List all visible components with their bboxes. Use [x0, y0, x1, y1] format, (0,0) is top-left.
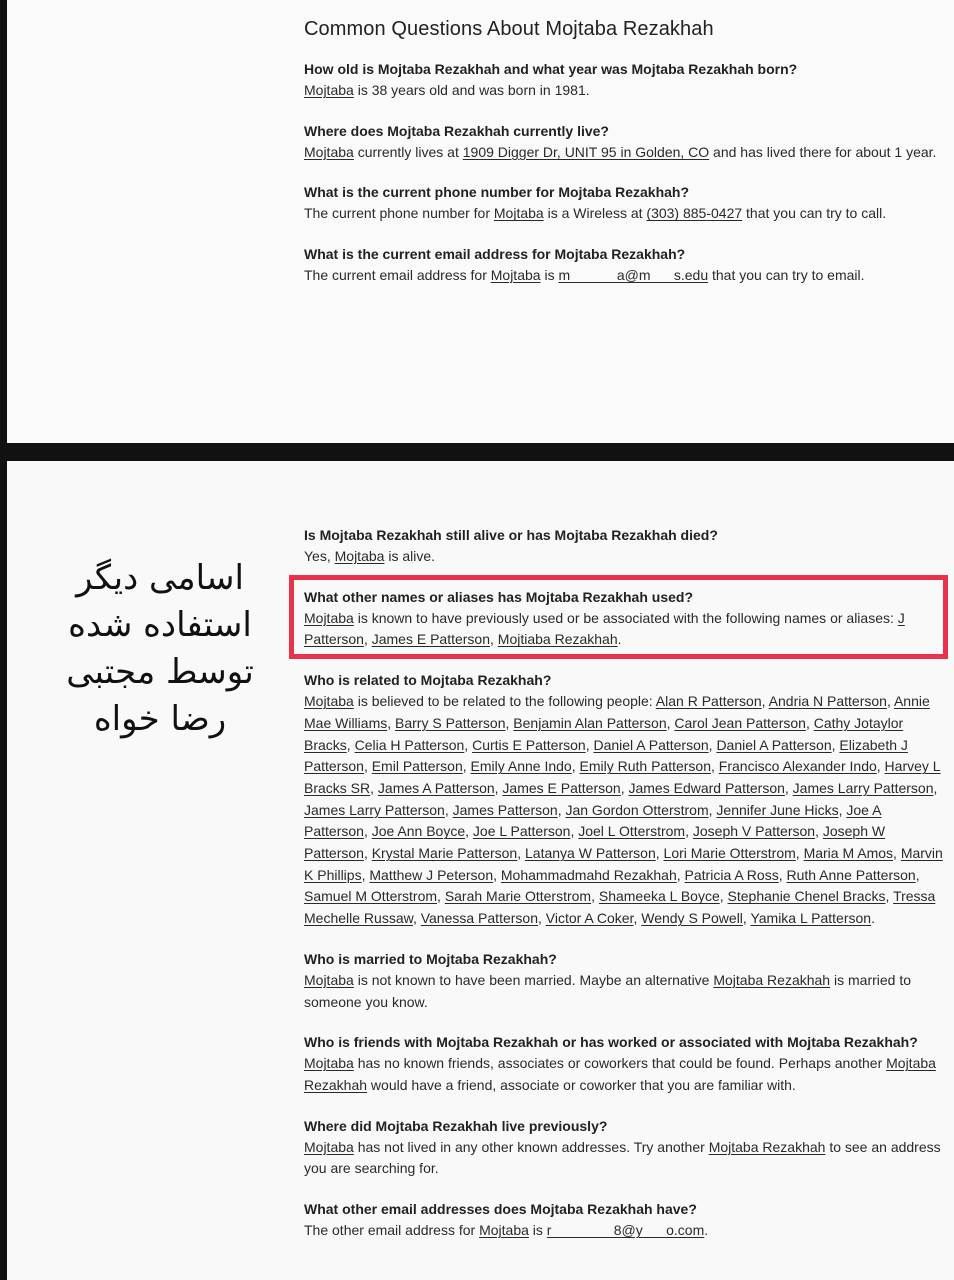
answer-link[interactable]: Emily Anne Indo [470, 758, 572, 775]
qa-item [304, 121, 946, 164]
answer-segment: is [540, 267, 559, 284]
answer-link[interactable]: Samuel M Otterstrom [304, 888, 438, 905]
answer-link[interactable]: Patricia A Ross [684, 866, 779, 883]
qa-item [304, 59, 946, 102]
answer-segment: , [778, 866, 787, 883]
answer-segment: , [676, 866, 685, 883]
answer-segment: , [437, 888, 445, 905]
qa-item [304, 244, 946, 287]
answer-segment: , [591, 888, 599, 905]
bottom-content [304, 525, 946, 1261]
answer-segment: , [633, 910, 642, 927]
answer-segment: , [346, 736, 355, 753]
answer-segment: is 38 years old and was born in 1981. [353, 82, 590, 98]
answer-text [304, 546, 946, 568]
answer-segment: . [617, 631, 622, 648]
answer-text [304, 1220, 946, 1242]
answer-text [304, 1137, 946, 1180]
answer-link[interactable]: Joe Ann Boyce [371, 823, 466, 840]
question-heading: What is the current phone number for Mojtaba Rezakhah? [304, 184, 690, 201]
bottom-qa-list [304, 525, 946, 1242]
answer-link[interactable]: Mojtaba [304, 1055, 354, 1072]
answer-segment: is [528, 1222, 547, 1239]
answer-link[interactable]: Mojtaba [304, 82, 354, 98]
answer-link[interactable]: m______a@m___s.edu [558, 267, 709, 284]
answer-link[interactable]: Tressa Mechelle Russaw [304, 888, 936, 927]
answer-segment: , [494, 779, 503, 796]
answer-segment: Yes, [304, 548, 335, 564]
answer-link[interactable]: Shameeka L Boyce [598, 888, 720, 905]
answer-link[interactable]: Joseph W Patterson [304, 823, 886, 862]
answer-segment: , [387, 714, 396, 731]
answer-segment: . [704, 1222, 709, 1239]
answer-link[interactable]: Barry S Patterson [395, 714, 506, 731]
answer-segment: , [464, 736, 473, 753]
answer-link[interactable]: Joe A Patterson [304, 801, 882, 840]
answer-segment: , [893, 845, 901, 862]
answer-link[interactable]: Emil Patterson [371, 758, 463, 775]
answer-text [304, 142, 946, 164]
answer-text [304, 265, 946, 287]
answer-segment: , [412, 910, 421, 927]
answer-link[interactable]: Vanessa Patterson [420, 910, 538, 927]
answer-link[interactable]: Curtis E Patterson [472, 736, 586, 753]
answer-segment: The current phone number for [304, 205, 494, 222]
bottom-screenshot-panel [7, 461, 954, 1280]
answer-link[interactable]: Joe L Patterson [472, 823, 571, 840]
answer-segment: , [685, 823, 693, 840]
answer-segment: , [363, 845, 372, 862]
answer-link[interactable]: James Larry Patterson [792, 779, 934, 796]
answer-link[interactable]: James Patterson [452, 801, 558, 818]
answer-link[interactable]: Maria M Amos [803, 845, 894, 862]
answer-segment: would have a friend, associate or coworker that you are familiar with. [367, 1076, 796, 1093]
answer-text [304, 203, 946, 225]
answer-link[interactable]: Mojtaba [479, 1222, 529, 1239]
question-heading: How old is Mojtaba Rezakhah and what year was Mojtaba Rezakhah born? [304, 61, 798, 77]
annotation-line: رضا خواه [93, 699, 227, 739]
answer-segment: , [361, 866, 370, 883]
qa-item [304, 1199, 946, 1242]
answer-segment: , [585, 736, 594, 753]
top-screenshot-panel [7, 0, 954, 443]
answer-segment: to see an address you are searching for. [304, 1138, 941, 1177]
answer-segment: that you can try to call. [742, 205, 887, 222]
answer-segment: , [465, 823, 473, 840]
answer-segment: , [493, 866, 501, 883]
answer-segment: , [742, 910, 751, 927]
answer-link[interactable]: Cathy Jotaylor Bracks [304, 714, 904, 753]
question-heading: Where does Mojtaba Rezakhah currently live? [304, 122, 609, 139]
answer-segment: , [363, 758, 372, 775]
answer-segment: , [711, 758, 719, 775]
qa-item [304, 525, 946, 568]
answer-link[interactable]: Joseph V Patterson [692, 823, 816, 840]
answer-link[interactable]: Mojtaba [304, 1138, 354, 1155]
answer-link[interactable]: Matthew J Peterson [369, 866, 494, 883]
question-heading: Who is friends with Mojtaba Rezakhah or has worked or associated with Mojtaba Rezakhah? [304, 1034, 918, 1051]
answer-segment: , [885, 888, 894, 905]
answer-link[interactable]: Mojtaba Rezakhah [708, 1138, 826, 1155]
qa-item [304, 182, 946, 225]
answer-link[interactable]: Alan R Patterson [655, 693, 762, 710]
answer-link[interactable]: Lori Marie Otterstrom [663, 845, 796, 862]
answer-link[interactable]: Mojtaba [493, 205, 544, 222]
answer-link[interactable]: Mojtaba Rezakhah [304, 1055, 936, 1093]
answer-link[interactable]: Mojtaba Rezakhah [713, 971, 831, 988]
annotation-line: اسامی دیگر [76, 558, 244, 598]
answer-segment: , [831, 736, 840, 753]
answer-link[interactable]: Carol Jean Patterson [674, 714, 806, 731]
question-heading: Who is married to Mojtaba Rezakhah? [304, 950, 557, 967]
annotation-line: توسط مجتبی [66, 652, 254, 692]
answer-segment: , [761, 693, 769, 710]
answer-text [304, 608, 946, 651]
answer-link[interactable]: Victor A Coker [545, 910, 634, 927]
answer-link[interactable]: Mojtaba [304, 609, 354, 626]
answer-segment: , [370, 779, 378, 796]
answer-segment: , [915, 866, 920, 883]
answer-segment: , [571, 758, 580, 775]
answer-link[interactable]: Mojtaba [304, 971, 354, 988]
top-qa-list [304, 59, 946, 287]
answer-segment: , [557, 801, 566, 818]
question-heading: Who is related to Mojtaba Rezakhah? [304, 672, 552, 689]
answer-segment: currently lives at [353, 143, 463, 160]
answer-link[interactable]: Celia H Patterson [354, 736, 465, 753]
answer-link[interactable]: (303) 885-0427 [646, 205, 743, 222]
answer-link[interactable]: Daniel A Patterson [716, 736, 832, 753]
answer-text [304, 1053, 946, 1096]
answer-segment: , [666, 714, 675, 731]
answer-segment: , [805, 714, 814, 731]
answer-link[interactable]: Andria N Patterson [768, 693, 887, 710]
answer-link[interactable]: Daniel A Patterson [593, 736, 709, 753]
answer-segment: , [517, 845, 525, 862]
answer-link[interactable]: James A Patterson [377, 779, 495, 796]
answer-segment: has no known friends, associates or coworkers that could be found. Perhaps another [353, 1055, 887, 1072]
answer-link[interactable]: Emily Ruth Patterson [579, 758, 711, 775]
question-heading: What other email addresses does Mojtaba Rezakhah have? [304, 1201, 697, 1218]
answer-text [304, 691, 946, 930]
answer-link[interactable]: Mojtiaba Rezakhah [497, 631, 618, 648]
answer-link[interactable]: Krystal Marie Patterson [371, 845, 518, 862]
question-heading: Is Mojtaba Rezakhah still alive or has Mojtaba Rezakhah died? [304, 527, 718, 543]
answer-segment: , [708, 736, 717, 753]
answer-segment: , [490, 631, 498, 648]
question-heading: What other names or aliases has Mojtaba Rezakhah used? [304, 588, 693, 605]
answer-segment: that you can try to email. [708, 267, 865, 284]
answer-link[interactable]: Mohammadmahd Rezakhah [500, 866, 677, 883]
qa-item [304, 670, 946, 930]
persian-annotation [35, 555, 285, 743]
answer-segment: , [719, 888, 728, 905]
answer-link[interactable]: J Patterson [304, 609, 905, 648]
answer-link[interactable]: James Edward Patterson [628, 779, 785, 796]
answer-link[interactable]: Mojtaba [304, 143, 354, 160]
answer-link[interactable]: Francisco Alexander Indo [718, 758, 877, 775]
answer-segment: , [655, 845, 664, 862]
answer-link[interactable]: Benjamin Alan Patterson [513, 714, 667, 731]
answer-link[interactable]: Joel L Otterstrom [578, 823, 686, 840]
answer-segment: has not lived in any other known addresses. Try another [353, 1138, 709, 1155]
answer-segment: , [838, 801, 847, 818]
qa-item [304, 949, 946, 1013]
answer-segment: , [537, 910, 546, 927]
answer-text [304, 80, 946, 102]
answer-segment: The other email address for [304, 1222, 480, 1239]
answer-segment: , [784, 779, 793, 796]
answer-segment: , [795, 845, 804, 862]
answer-segment: . [871, 910, 875, 927]
answer-link[interactable]: Mojtaba [490, 267, 541, 284]
answer-segment: , [886, 693, 894, 710]
question-heading: Where did Mojtaba Rezakhah live previously? [304, 1117, 608, 1134]
answer-link[interactable]: James Larry Patterson [304, 801, 445, 818]
answer-segment: The current email address for [304, 267, 491, 284]
answer-segment: is a Wireless at [543, 205, 647, 222]
answer-link[interactable]: Marvin K Phillips [304, 845, 943, 883]
answer-link[interactable]: Yamika L Patterson [750, 910, 872, 927]
answer-link[interactable]: Stephanie Chenel Bracks [727, 888, 886, 905]
answer-segment: , [876, 758, 885, 775]
annotation-line: استفاده شده [68, 605, 252, 645]
answer-segment: is married to someone you know. [304, 971, 912, 1010]
answer-segment: is alive. [384, 548, 436, 564]
page-title: Common Questions About Mojtaba Rezakhah [304, 18, 714, 40]
answer-segment: is not known to have been married. Maybe an alternative [353, 971, 714, 988]
answer-link[interactable]: Harvey L Bracks SR [304, 758, 941, 796]
answer-segment: , [933, 779, 938, 796]
answer-segment: is known to have previously used or be associated with the following names or aliases: [353, 609, 898, 626]
answer-link[interactable]: Mojtaba [304, 693, 354, 710]
qa-item [304, 1032, 946, 1096]
top-content [304, 18, 946, 306]
answer-link[interactable]: r________8@y___o.com [546, 1222, 705, 1239]
answer-link[interactable]: Ruth Anne Patterson [786, 866, 916, 883]
answer-segment: , [462, 758, 471, 775]
answer-text [304, 970, 946, 1013]
answer-segment: , [815, 823, 823, 840]
answer-segment: , [363, 823, 372, 840]
answer-segment: , [444, 801, 453, 818]
answer-segment: is believed to be related to the following people: [353, 693, 656, 710]
answer-link[interactable]: Latanya W Patterson [525, 845, 656, 862]
question-heading: What is the current email address for Mojtaba Rezakhah? [304, 246, 686, 263]
qa-item [304, 1116, 946, 1180]
answer-link[interactable]: Annie Mae Williams [304, 693, 930, 731]
answer-segment: , [363, 631, 372, 648]
answer-link[interactable]: 1909 Digger Dr, UNIT 95 in Golden, CO [462, 143, 710, 160]
answer-segment: , [570, 823, 579, 840]
qa-item [304, 587, 946, 651]
answer-link[interactable]: Mojtaba [334, 548, 385, 564]
answer-segment: and has lived there for about 1 year. [709, 143, 937, 160]
answer-link[interactable]: Jennifer June Hicks [716, 801, 839, 818]
answer-link[interactable]: Elizabeth J Patterson [304, 736, 908, 775]
answer-link[interactable]: Jan Gordon Otterstrom [565, 801, 709, 818]
answer-segment: , [620, 779, 629, 796]
answer-link[interactable]: James E Patterson [502, 779, 621, 796]
answer-segment: , [708, 801, 717, 818]
answer-link[interactable]: Sarah Marie Otterstrom [444, 888, 592, 905]
answer-link[interactable]: James E Patterson [371, 631, 490, 648]
answer-link[interactable]: Wendy S Powell [641, 910, 743, 927]
answer-segment: , [505, 714, 514, 731]
